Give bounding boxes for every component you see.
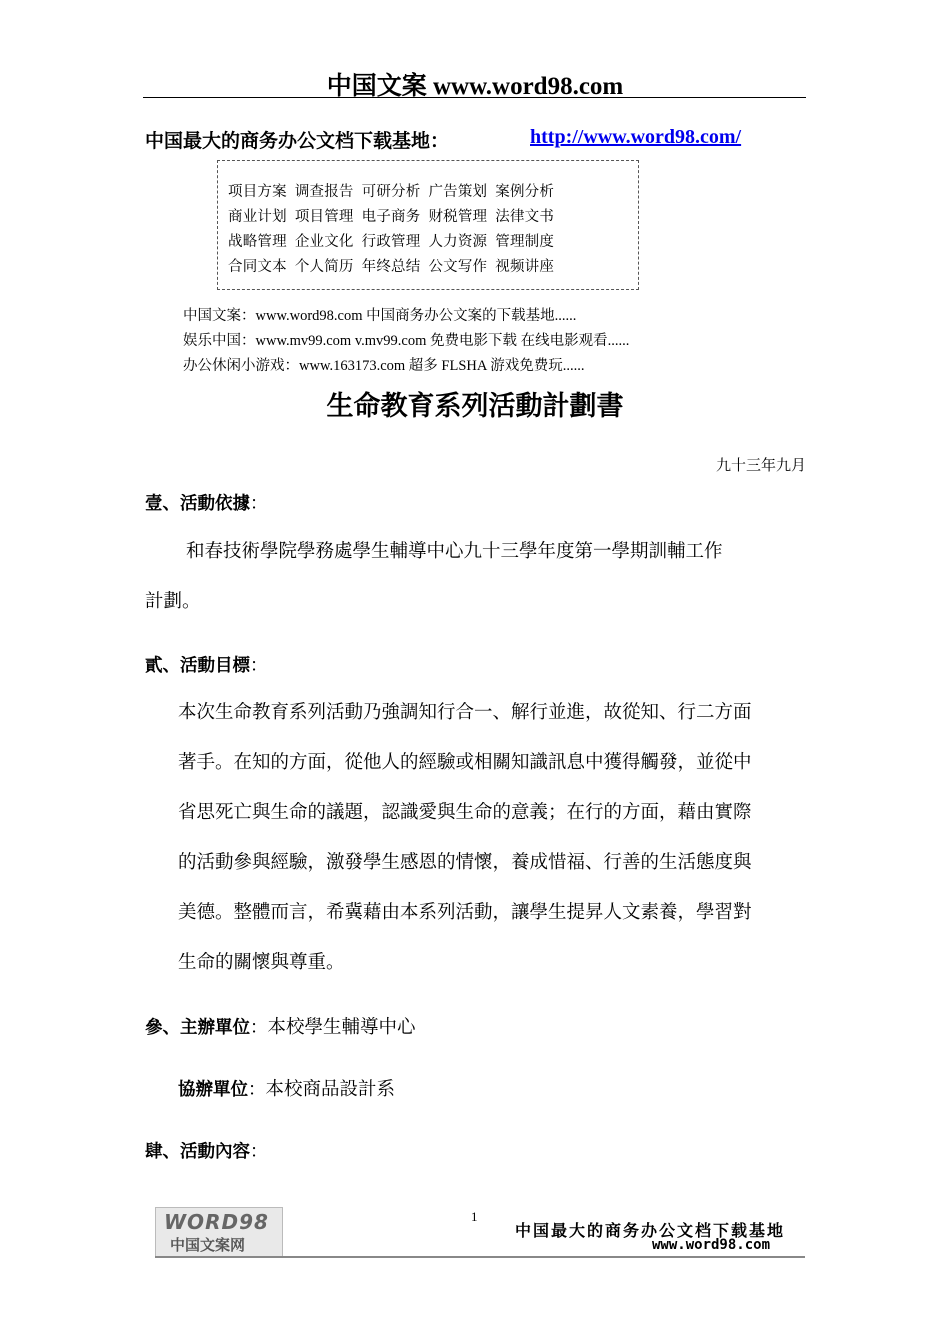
- document-date: 九十三年九月: [715, 456, 806, 474]
- header-title: 中国文案 www.word98.com: [326, 73, 624, 100]
- section-heading: [145, 490, 268, 515]
- paragraph-line: 著手。在知的方面，從他人的經驗或相關知識訊息中獲得觸發，並從中: [178, 752, 752, 773]
- site-line: 中国文案：www.word98.com 中国商务办公文案的下载基地......: [183, 308, 577, 324]
- section-heading: [145, 1013, 416, 1039]
- site-line: 娱乐中国：www.mv99.com v.mv99.com 免费电影下载 在线电影观看......: [183, 333, 630, 349]
- category-item[interactable]: 广告策划: [428, 184, 488, 200]
- paragraph-line: 的活動參與經驗，激發學生感恩的情懷，養成惜福、行善的生活態度與: [178, 852, 752, 873]
- footer-url: www.word98.com: [652, 1237, 771, 1253]
- page-number: 1: [471, 1209, 478, 1224]
- co-organizer-heading: [178, 1075, 395, 1101]
- co-organizer-label: 協辦單位: [178, 1080, 248, 1100]
- logo-wordmark: WORD98: [164, 1210, 269, 1234]
- paragraph: [178, 688, 806, 988]
- ad-tagline: 中国最大的商务办公文档下载基地：: [145, 130, 450, 152]
- category-item[interactable]: 调查报告: [294, 184, 354, 200]
- category-item[interactable]: 管理制度: [495, 234, 555, 250]
- section-heading-label: 肆、活動內容: [145, 1142, 250, 1162]
- category-item[interactable]: 项目方案: [228, 184, 287, 200]
- section-heading-label: 貳、活動目標: [145, 656, 250, 676]
- category-item[interactable]: 财税管理: [428, 209, 488, 225]
- category-row: [228, 255, 562, 276]
- colon: ：: [248, 1080, 266, 1100]
- site-line: 办公休闲小游戏：www.163173.com 超多 FLSHA 游戏免费玩......: [183, 358, 585, 374]
- section-heading: [145, 652, 268, 677]
- paragraph-line: 和春技術學院學務處學生輔導中心九十三學年度第一學期訓輔工作: [186, 541, 723, 562]
- category-item[interactable]: 可研分析: [361, 184, 421, 200]
- category-item[interactable]: 个人简历: [294, 259, 354, 275]
- section-heading-label: 參、主辦單位: [145, 1018, 250, 1038]
- footer-rule: [155, 1256, 805, 1258]
- co-organizer-value: 本校商品設計系: [265, 1079, 396, 1100]
- category-item[interactable]: 企业文化: [294, 234, 354, 250]
- category-item[interactable]: 人力资源: [428, 234, 488, 250]
- category-item[interactable]: 合同文本: [228, 259, 287, 275]
- category-item[interactable]: 电子商务: [361, 209, 421, 225]
- category-item[interactable]: 项目管理: [294, 209, 354, 225]
- paragraph-line: 計劃。: [145, 591, 201, 612]
- category-item[interactable]: 公文写作: [428, 259, 488, 275]
- ad-link[interactable]: http://www.word98.com/: [530, 126, 742, 148]
- category-row: [228, 205, 562, 226]
- category-box: [217, 160, 639, 290]
- section-value: 本校學生輔導中心: [267, 1017, 416, 1038]
- colon: ：: [250, 1018, 268, 1038]
- colon: ：: [250, 656, 268, 676]
- category-item[interactable]: 视频讲座: [495, 259, 555, 275]
- paragraph-line: 省思死亡與生命的議題，認識愛與生命的意義；在行的方面，藉由實際: [178, 802, 752, 823]
- category-row: [228, 180, 562, 201]
- section-heading-label: 壹、活動依據: [145, 494, 250, 514]
- header-rule: [143, 97, 806, 98]
- category-item[interactable]: 战略管理: [228, 234, 287, 250]
- document-title: 生命教育系列活動計劃書: [326, 391, 624, 422]
- logo-subtitle: 中国文案网: [170, 1236, 246, 1254]
- category-item[interactable]: 案例分析: [495, 184, 555, 200]
- category-item[interactable]: 年终总结: [361, 259, 421, 275]
- category-row: [228, 230, 562, 251]
- paragraph-line: 美德。整體而言，希冀藉由本系列活動，讓學生提昇人文素養，學習對: [178, 902, 752, 923]
- category-item[interactable]: 行政管理: [361, 234, 421, 250]
- section-heading: [145, 1138, 268, 1163]
- category-item[interactable]: 商业计划: [228, 209, 287, 225]
- colon: ：: [250, 494, 268, 514]
- colon: ：: [250, 1142, 268, 1162]
- category-item[interactable]: 法律文书: [495, 209, 555, 225]
- paragraph-line: 本次生命教育系列活動乃強調知行合一、解行並進，故從知、行二方面: [178, 702, 752, 723]
- footer-logo: [155, 1207, 283, 1257]
- footer-tagline: 中国最大的商务办公文档下载基地: [515, 1221, 786, 1240]
- paragraph-line: 生命的關懷與尊重。: [178, 952, 345, 973]
